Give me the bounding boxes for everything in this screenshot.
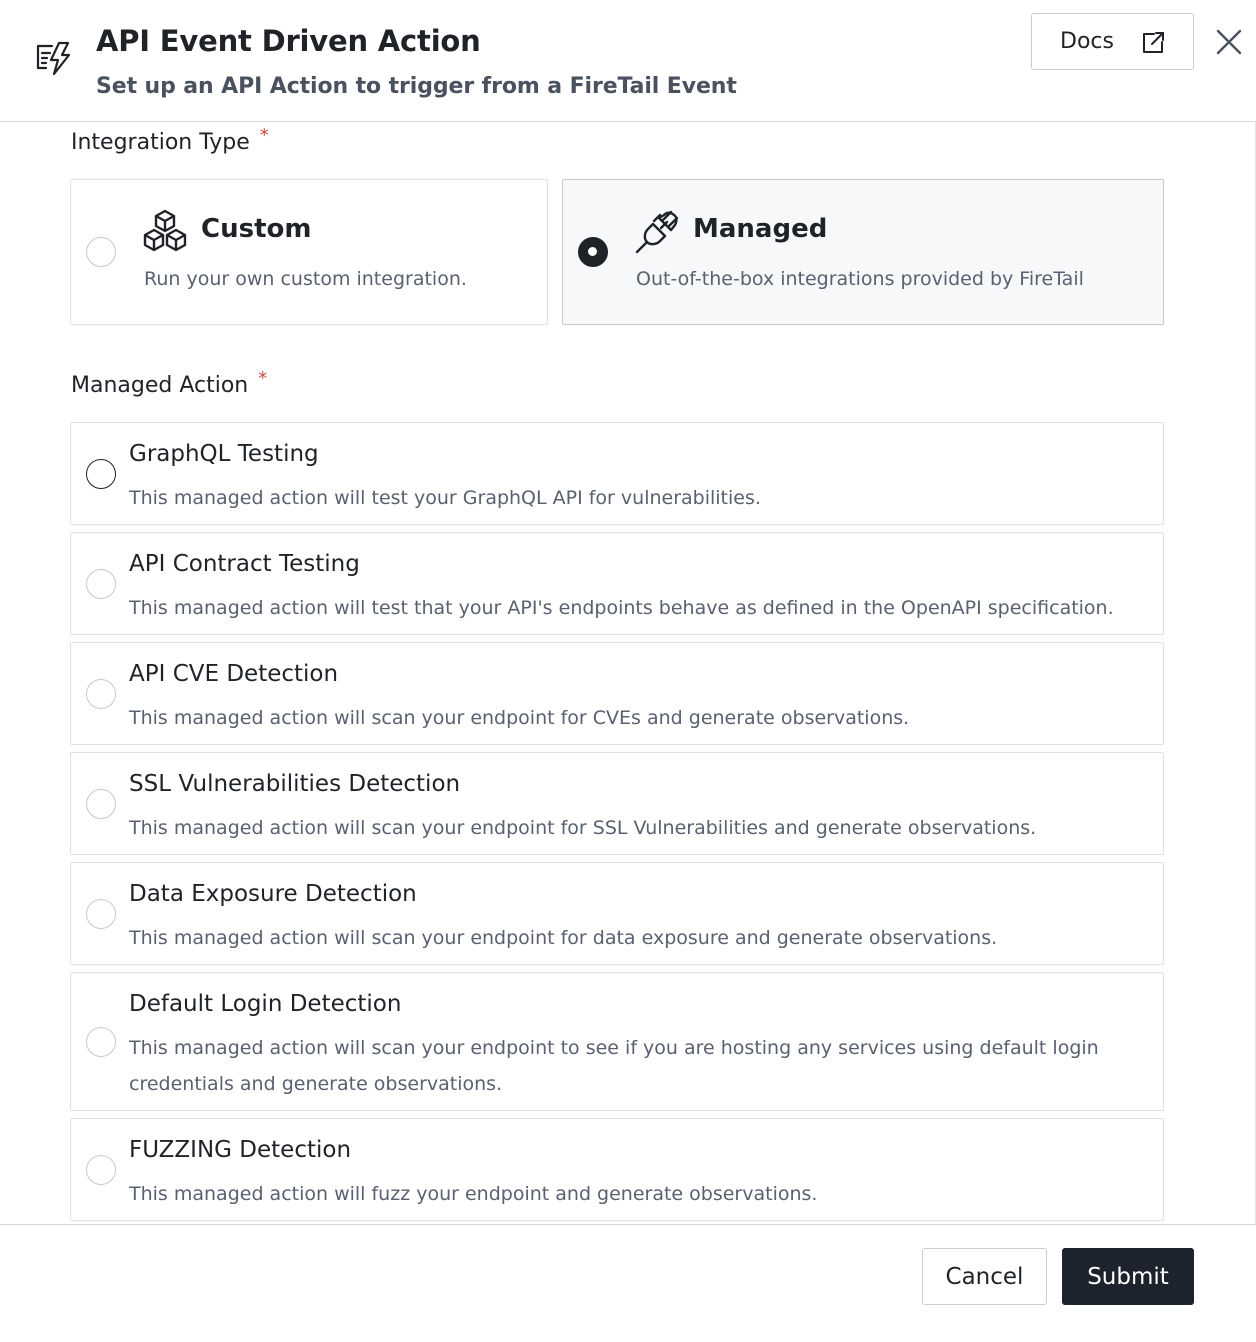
action-name: GraphQL Testing (129, 441, 319, 467)
custom-radio[interactable] (86, 237, 116, 267)
ssl-vulnerabilities-detection-radio[interactable] (86, 789, 116, 819)
managed-action-fuzzing-detection[interactable] (70, 1118, 1164, 1221)
integration-type-managed[interactable] (562, 179, 1164, 325)
action-description: This managed action will scan your endpoint for data exposure and generate observations. (129, 927, 998, 949)
docs-button[interactable] (1031, 13, 1194, 70)
modal-body[interactable] (0, 122, 1256, 1224)
integration-type-label-text: Integration Type (71, 130, 250, 155)
action-name: SSL Vulnerabilities Detection (129, 771, 461, 797)
custom-title: Custom (201, 214, 312, 244)
modal-footer (0, 1224, 1256, 1342)
fuzzing-detection-radio[interactable] (86, 1155, 116, 1185)
managed-title: Managed (693, 214, 828, 244)
modal-header (0, 0, 1256, 122)
managed-action-api-cve-detection[interactable] (70, 642, 1164, 745)
managed-action-label-text: Managed Action (71, 373, 249, 398)
api-event-action-icon (32, 38, 72, 78)
submit-button[interactable]: Submit (1062, 1248, 1194, 1305)
action-description: This managed action will test that your API's endpoints behave as defined in the OpenAPI specification. (129, 597, 1114, 619)
action-name: Default Login Detection (129, 991, 402, 1017)
integration-type-label (71, 125, 269, 155)
action-name: FUZZING Detection (129, 1137, 352, 1163)
managed-action-data-exposure-detection[interactable] (70, 862, 1164, 965)
managed-action-api-contract-testing[interactable] (70, 532, 1164, 635)
action-description: This managed action will scan your endpoint for SSL Vulnerabilities and generate observations. (129, 817, 1037, 839)
modal-title: API Event Driven Action (96, 24, 481, 58)
action-description: This managed action will test your GraphQL API for vulnerabilities. (129, 487, 761, 509)
data-exposure-detection-radio[interactable] (86, 899, 116, 929)
managed-action-ssl-vulnerabilities-detection[interactable] (70, 752, 1164, 855)
docs-button-label: Docs (1060, 29, 1114, 54)
action-description: This managed action will fuzz your endpoint and generate observations. (129, 1183, 818, 1205)
managed-description: Out-of-the-box integrations provided by FireTail (636, 268, 1084, 290)
plug-icon (633, 208, 681, 256)
action-name: Data Exposure Detection (129, 881, 417, 907)
action-name: API CVE Detection (129, 661, 339, 687)
cancel-button[interactable]: Cancel (922, 1248, 1047, 1305)
api-cve-detection-radio[interactable] (86, 679, 116, 709)
action-description: This managed action will scan your endpoint to see if you are hosting any services using default login credentials and generate observations. (129, 1037, 1099, 1095)
modal-subtitle: Set up an API Action to trigger from a FireTail Event (96, 74, 737, 99)
integration-type-custom[interactable] (70, 179, 548, 325)
action-description: This managed action will scan your endpoint for CVEs and generate observations. (129, 707, 910, 729)
graphql-testing-radio[interactable] (86, 459, 116, 489)
default-login-detection-radio[interactable] (86, 1027, 116, 1057)
managed-action-graphql-testing[interactable] (70, 422, 1164, 525)
external-link-icon (1140, 30, 1166, 56)
managed-action-label (71, 368, 268, 398)
api-contract-testing-radio[interactable] (86, 569, 116, 599)
managed-radio[interactable] (578, 237, 608, 267)
required-mark: * (259, 125, 269, 146)
required-mark: * (258, 368, 268, 389)
custom-description: Run your own custom integration. (144, 268, 467, 290)
close-icon[interactable] (1214, 27, 1244, 57)
managed-action-default-login-detection[interactable] (70, 972, 1164, 1111)
cubes-icon (141, 208, 189, 256)
action-name: API Contract Testing (129, 551, 360, 577)
